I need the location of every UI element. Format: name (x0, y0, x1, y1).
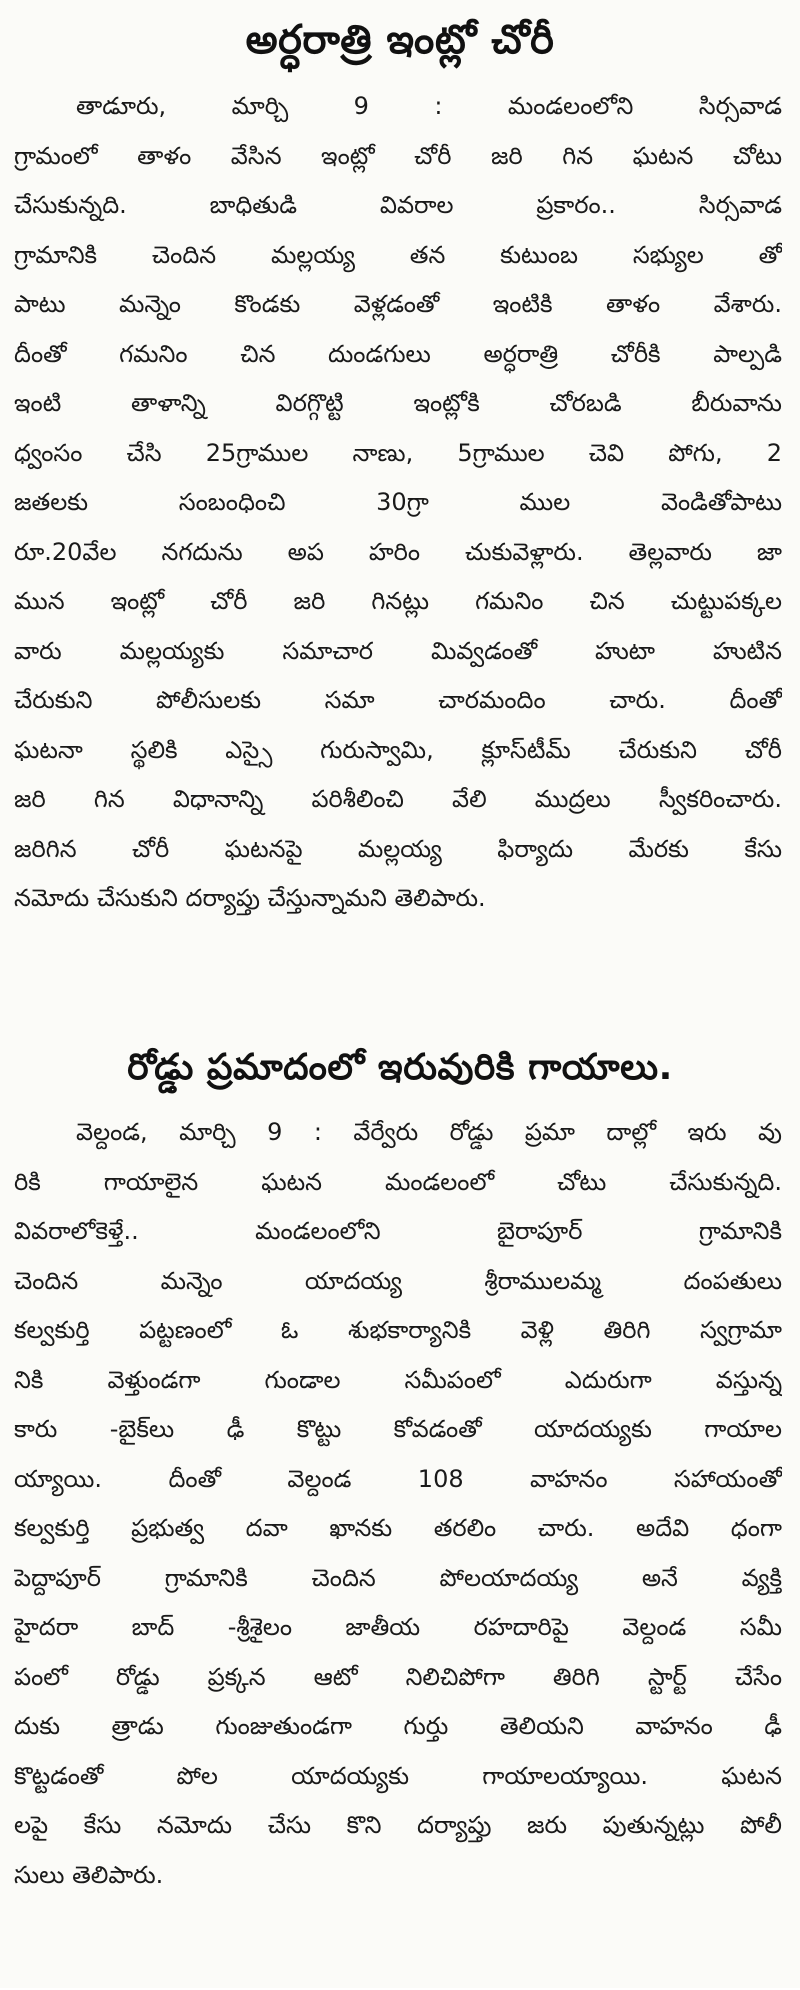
article-line: నికి వెళ్తుండగా గుండాల సమీపంలో ఎదురుగా వస్తున్న (14, 1365, 782, 1394)
article1-headline: అర్ధరాత్రి ఇంట్లో చోరీ (245, 17, 555, 63)
article-line: కొట్టడంతో పోల యాదయ్యకు గాయాలయ్యాయి. ఘటన (14, 1761, 782, 1790)
article-line: హైదరా బాద్ -శ్రీశైలం జాతీయ రహదారిపై వెల్దండ సమీ (14, 1613, 782, 1641)
article-line: చెందిన మన్నెం యాదయ్య శ్రీరాములమ్మ దంపతులు (14, 1266, 782, 1295)
article-line: జరి గిన విధానాన్ని పరిశీలించి వేలి ముద్రలు స్వీకరించారు. (14, 785, 782, 813)
article-line: రూ.20వేల నగదును అప హరిం చుకువెళ్లారు. తెల్లవారు జా (14, 537, 782, 566)
article-line: కల్వకుర్తి పట్టణంలో ఓ శుభకార్యానికి వెళ్లి తిరిగి స్వగ్రామా (14, 1316, 782, 1344)
article2-body (14, 1108, 782, 1900)
article2-headline: రోడ్డు ప్రమాదంలో ఇరువురికి గాయాలు. (127, 1047, 673, 1088)
article-line: కల్వకుర్తి ప్రభుత్వ దవా ఖానకు తరలిం చారు. అదేవి ధంగా (14, 1514, 782, 1542)
article-line: పాటు మన్నెం కొండకు వెళ్లడంతో ఇంటికి తాళం వేశారు. (14, 290, 782, 318)
article-line: ఇంటి తాళాన్ని విరగ్గొట్టి ఇంట్లోకి చోరబడి బీరువాను (14, 389, 782, 417)
article-line: గ్రామానికి చెందిన మల్లయ్య తన కుటుంబ సభ్యుల తో (14, 240, 782, 269)
article-line: చేసుకున్నది. బాధితుడి వివరాల ప్రకారం.. సిర్సవాడ (14, 191, 782, 219)
article-line: వెల్దండ, మార్చి 9 : వేర్వేరు రోడ్డు ప్రమా దాల్లో ఇరు వు (76, 1118, 782, 1146)
article-line: చేరుకుని పోలీసులకు సమా చారమందిం చారు. దీంతో (14, 686, 782, 714)
article-line: రికి గాయాలైన ఘటన మండలంలో చోటు చేసుకున్నది. (14, 1167, 782, 1196)
article-line: ధ్వంసం చేసి 25గ్రాముల నాణు, 5గ్రాముల చెవి పోగు, 2 (14, 438, 782, 467)
article-line: పంలో రోడ్డు ప్రక్కన ఆటో నిలిచిపోగా తిరిగి స్టార్ట్ చేసేం (14, 1662, 782, 1691)
article-line: జరిగిన చోరీ ఘటనపై మల్లయ్య ఫిర్యాదు మేరకు కేసు (14, 834, 782, 863)
article-line: జతలకు సంబంధించి 30గ్రా ముల వెండితోపాటు (14, 488, 782, 516)
article-line: లపై కేసు నమోదు చేసు కొని దర్యాప్తు జరు పుతున్నట్లు పోలీ (14, 1811, 782, 1839)
article-line: య్యాయి. దీంతో వెల్దండ 108 వాహనం సహాయంతో (14, 1464, 782, 1493)
article-line: తాడూరు, మార్చి 9 : మండలంలోని సిర్సవాడ (76, 92, 782, 120)
top-cut-edge (0, 0, 800, 6)
article-line: నమోదు చేసుకుని దర్యాప్తు చేస్తున్నామని తెలిపారు. (14, 884, 486, 912)
article-line: సులు తెలిపారు. (14, 1860, 164, 1889)
article-line: కారు -బైక్‌లు ఢీ కొట్టు కోవడంతో యాదయ్యకు గాయాల (14, 1415, 782, 1443)
article-line: దీంతో గమనిం చిన దుండగులు అర్ధరాత్రి చోరీకి పాల్పడి (14, 339, 782, 368)
article-line: ఘటనా స్థలికి ఎస్సై గురుస్వామి, క్లూస్‌టీమ్ చేరుకుని చోరీ (14, 735, 782, 764)
article-line: మున ఇంట్లో చోరీ జరి గినట్లు గమనిం చిన చుట్టుపక్కల (14, 587, 782, 615)
article-line: దుకు త్రాడు గుంజుతుండగా గుర్తు తెలియని వాహనం ఢీ (14, 1712, 782, 1740)
bottom-cut-edge (18, 1980, 800, 1990)
article-line: వివరాలోకెళ్తే.. మండలంలోని బైరాపూర్ గ్రామానికి (14, 1217, 782, 1245)
article-line: వారు మల్లయ్యకు సమాచార మివ్వడంతో హుటా హుటిన (14, 636, 782, 665)
article-line: పెద్దాపూర్ గ్రామానికి చెందిన పోలయాదయ్య అనే వ్యక్తి (14, 1563, 782, 1592)
article-line: గ్రామంలో తాళం వేసిన ఇంట్లో చోరీ జరి గిన ఘటన చోటు (14, 141, 782, 170)
article1-body (14, 82, 782, 924)
